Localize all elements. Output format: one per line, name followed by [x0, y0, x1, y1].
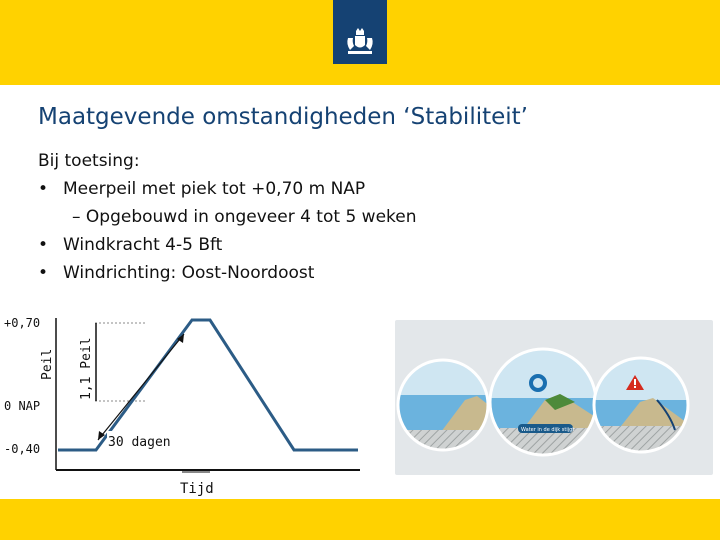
- bullet-text: Windkracht 4-5 Bft: [63, 235, 223, 255]
- level-curve: [58, 320, 358, 450]
- status-banner-text: Water in de dijk stijgt: [521, 427, 575, 433]
- watch-panel: [485, 345, 605, 460]
- duration-label: 30 dagen: [108, 435, 171, 450]
- sub-bullet-item: – Opgebouwd in ongeveer 4 tot 5 weken: [72, 207, 417, 227]
- bullet-marker: •: [38, 263, 49, 283]
- alert-panel: [590, 355, 695, 460]
- bullet-marker: •: [38, 179, 49, 199]
- bullet-item: [38, 231, 417, 259]
- y-tick-high: +0,70: [4, 316, 41, 330]
- bullet-item: [38, 259, 417, 287]
- bottom-banner: [0, 499, 720, 540]
- y-tick-zero: 0 NAP: [4, 399, 41, 413]
- slide-title: Maatgevende omstandigheden ‘Stabiliteit’: [38, 104, 528, 130]
- water-level-diagram: [0, 300, 390, 505]
- bullet-text: Windrichting: Oost-Noordoost: [63, 263, 315, 283]
- intro-line: Bij toetsing:: [38, 151, 140, 171]
- x-axis-label: Tijd: [180, 481, 214, 497]
- crest-icon: [344, 28, 376, 56]
- duration-arrow: [98, 334, 184, 440]
- slide-body: [38, 147, 417, 287]
- bullet-text: Meerpeil met piek tot +0,70 m NAP: [63, 179, 366, 199]
- dike-illustration: [395, 320, 713, 475]
- bullet-marker: •: [38, 235, 49, 255]
- normal-panel: [395, 350, 495, 460]
- y-axis-label: Peil: [40, 348, 55, 380]
- logo-block: [333, 0, 387, 64]
- y-tick-low: -0,40: [4, 442, 41, 456]
- range-label: 1,1 Peil: [79, 337, 94, 400]
- bullet-item: [38, 175, 417, 203]
